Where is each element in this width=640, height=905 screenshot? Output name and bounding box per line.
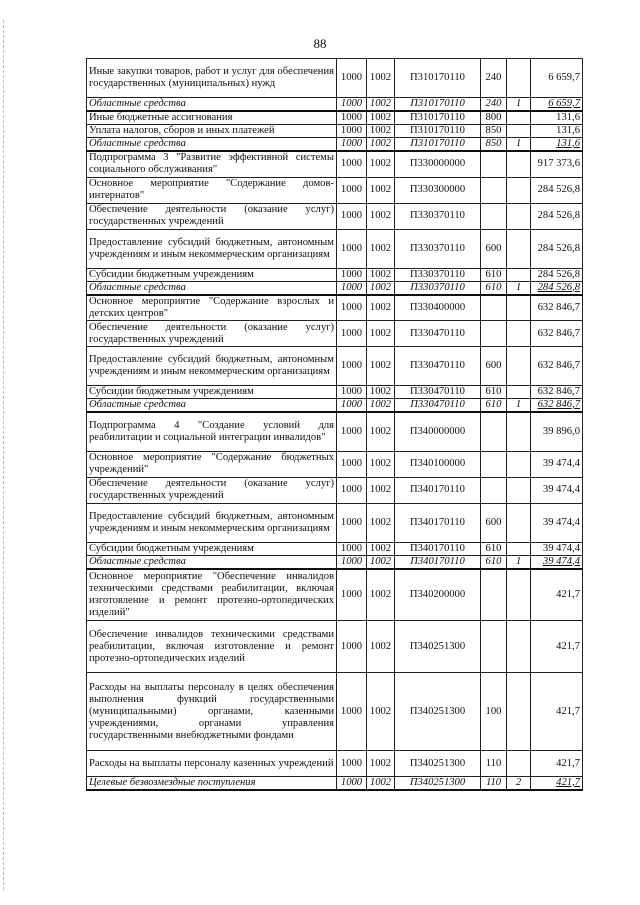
expense-type-code xyxy=(481,477,507,503)
row-name: Субсидии бюджетным учреждениям xyxy=(87,268,337,281)
amount: 39 474,4 xyxy=(531,542,583,555)
expense-type-code: 600 xyxy=(481,347,507,386)
section-code: 1000 xyxy=(337,295,367,321)
section-code: 1000 xyxy=(337,542,367,555)
expense-type-code xyxy=(481,621,507,673)
target-article-code: П340251300 xyxy=(395,621,481,673)
target-article-code: П330370110 xyxy=(395,281,481,295)
amount: 421,7 xyxy=(531,621,583,673)
subsection-code: 1002 xyxy=(367,347,395,386)
subsection-code: 1002 xyxy=(367,751,395,777)
row-name: Целевые безвозмездные поступления xyxy=(87,777,337,791)
funding-source-code xyxy=(507,229,531,268)
subsection-code: 1002 xyxy=(367,268,395,281)
expense-type-code xyxy=(481,412,507,451)
subsection-code: 1002 xyxy=(367,281,395,295)
expense-type-code xyxy=(481,451,507,477)
amount: 39 474,4 xyxy=(531,451,583,477)
target-article-code: П330000000 xyxy=(395,151,481,177)
subsection-code: 1002 xyxy=(367,673,395,751)
subsection-code: 1002 xyxy=(367,386,395,399)
amount: 632 846,7 xyxy=(531,386,583,399)
expense-type-code xyxy=(481,295,507,321)
target-article-code: П340251300 xyxy=(395,751,481,777)
table-row xyxy=(87,347,583,386)
expense-type-code xyxy=(481,177,507,203)
row-name: Расходы на выплаты персоналу казенных учреждений xyxy=(87,751,337,777)
funding-source-code: 1 xyxy=(507,399,531,413)
subsection-code: 1002 xyxy=(367,98,395,112)
table-row xyxy=(87,386,583,399)
subsection-code: 1002 xyxy=(367,59,395,98)
funding-source-code xyxy=(507,321,531,347)
amount: 284 526,8 xyxy=(531,177,583,203)
subsection-code: 1002 xyxy=(367,177,395,203)
expense-type-code xyxy=(481,569,507,621)
funding-source-code xyxy=(507,203,531,229)
table-row xyxy=(87,477,583,503)
row-name: Областные средства xyxy=(87,281,337,295)
funding-source-code xyxy=(507,451,531,477)
subsection-code: 1002 xyxy=(367,451,395,477)
expense-type-code: 610 xyxy=(481,542,507,555)
expense-type-code: 850 xyxy=(481,125,507,138)
row-name: Субсидии бюджетным учреждениям xyxy=(87,386,337,399)
target-article-code: П340170110 xyxy=(395,503,481,542)
target-article-code: П340170110 xyxy=(395,477,481,503)
target-article-code: П340251300 xyxy=(395,777,481,791)
row-name: Предоставление субсидий бюджетным, автономным учреждениям и иным некоммерческим организациям xyxy=(87,503,337,542)
subsection-code: 1002 xyxy=(367,203,395,229)
expense-type-code: 610 xyxy=(481,386,507,399)
section-code: 1000 xyxy=(337,151,367,177)
expense-type-code: 600 xyxy=(481,503,507,542)
target-article-code: П330470110 xyxy=(395,386,481,399)
section-code: 1000 xyxy=(337,399,367,413)
target-article-code: П310170110 xyxy=(395,125,481,138)
section-code: 1000 xyxy=(337,477,367,503)
row-name: Подпрограмма 3 "Развитие эффективной системы социального обслуживания" xyxy=(87,151,337,177)
subsection-code: 1002 xyxy=(367,151,395,177)
expense-type-code: 110 xyxy=(481,777,507,791)
target-article-code: П310170110 xyxy=(395,111,481,125)
expense-type-code: 850 xyxy=(481,138,507,152)
target-article-code: П340251300 xyxy=(395,673,481,751)
section-code: 1000 xyxy=(337,751,367,777)
funding-source-code: 1 xyxy=(507,98,531,112)
funding-source-code xyxy=(507,268,531,281)
subsection-code: 1002 xyxy=(367,555,395,569)
funding-source-code: 1 xyxy=(507,138,531,152)
section-code: 1000 xyxy=(337,281,367,295)
amount: 421,7 xyxy=(531,751,583,777)
section-code: 1000 xyxy=(337,412,367,451)
section-code: 1000 xyxy=(337,138,367,152)
row-name: Областные средства xyxy=(87,98,337,112)
expense-type-code xyxy=(481,151,507,177)
row-name: Субсидии бюджетным учреждениям xyxy=(87,542,337,555)
row-name: Основное мероприятие "Обеспечение инвалидов техническими средствами реабилитации, включая изготовление и ремонт протезно-ортопедических изделий" xyxy=(87,569,337,621)
row-name: Иные бюджетные ассигнования xyxy=(87,111,337,125)
subsection-code: 1002 xyxy=(367,569,395,621)
subsection-code: 1002 xyxy=(367,542,395,555)
amount: 131,6 xyxy=(531,111,583,125)
funding-source-code xyxy=(507,621,531,673)
row-name: Предоставление субсидий бюджетным, автономным учреждениям и иным некоммерческим организациям xyxy=(87,347,337,386)
subsection-code: 1002 xyxy=(367,412,395,451)
section-code: 1000 xyxy=(337,321,367,347)
subsection-code: 1002 xyxy=(367,229,395,268)
amount: 917 373,6 xyxy=(531,151,583,177)
section-code: 1000 xyxy=(337,555,367,569)
funding-source-code xyxy=(507,59,531,98)
target-article-code: П340100000 xyxy=(395,451,481,477)
amount: 39 474,4 xyxy=(531,503,583,542)
amount: 39 896,0 xyxy=(531,412,583,451)
row-name: Основное мероприятие "Содержание взрослых и детских центров" xyxy=(87,295,337,321)
table-row xyxy=(87,151,583,177)
target-article-code: П340000000 xyxy=(395,412,481,451)
row-name: Областные средства xyxy=(87,138,337,152)
table-row xyxy=(87,125,583,138)
subsection-code: 1002 xyxy=(367,477,395,503)
section-code: 1000 xyxy=(337,503,367,542)
table-row xyxy=(87,751,583,777)
section-code: 1000 xyxy=(337,98,367,112)
table-row xyxy=(87,412,583,451)
target-article-code: П310170110 xyxy=(395,138,481,152)
target-article-code: П330300000 xyxy=(395,177,481,203)
table-row xyxy=(87,321,583,347)
subsection-code: 1002 xyxy=(367,111,395,125)
expense-type-code: 800 xyxy=(481,111,507,125)
row-name: Основное мероприятие "Содержание домов-интернатов" xyxy=(87,177,337,203)
funding-source-code xyxy=(507,503,531,542)
table-row xyxy=(87,203,583,229)
amount: 6 659,7 xyxy=(531,59,583,98)
row-name: Уплата налогов, сборов и иных платежей xyxy=(87,125,337,138)
target-article-code: П330370110 xyxy=(395,229,481,268)
target-article-code: П330470110 xyxy=(395,399,481,413)
target-article-code: П340200000 xyxy=(395,569,481,621)
binder-edge-line xyxy=(3,20,4,890)
funding-source-code xyxy=(507,542,531,555)
amount: 284 526,8 xyxy=(531,281,583,295)
amount: 284 526,8 xyxy=(531,229,583,268)
section-code: 1000 xyxy=(337,777,367,791)
section-code: 1000 xyxy=(337,451,367,477)
row-name: Обеспечение деятельности (оказание услуг) государственных учреждений xyxy=(87,477,337,503)
table-row xyxy=(87,138,583,152)
amount: 284 526,8 xyxy=(531,203,583,229)
row-name: Подпрограмма 4 "Создание условий для реабилитации и социальной интеграции инвалидов" xyxy=(87,412,337,451)
section-code: 1000 xyxy=(337,111,367,125)
funding-source-code xyxy=(507,386,531,399)
target-article-code: П310170110 xyxy=(395,98,481,112)
table-row xyxy=(87,59,583,98)
table-row xyxy=(87,399,583,413)
section-code: 1000 xyxy=(337,203,367,229)
section-code: 1000 xyxy=(337,177,367,203)
target-article-code: П330400000 xyxy=(395,295,481,321)
row-name: Областные средства xyxy=(87,399,337,413)
funding-source-code: 2 xyxy=(507,777,531,791)
funding-source-code xyxy=(507,295,531,321)
expense-type-code: 600 xyxy=(481,229,507,268)
target-article-code: П340170110 xyxy=(395,555,481,569)
expense-type-code: 610 xyxy=(481,281,507,295)
table-row xyxy=(87,281,583,295)
expense-type-code: 100 xyxy=(481,673,507,751)
funding-source-code: 1 xyxy=(507,281,531,295)
row-name: Областные средства xyxy=(87,555,337,569)
section-code: 1000 xyxy=(337,386,367,399)
table-row xyxy=(87,98,583,112)
target-article-code: П330470110 xyxy=(395,347,481,386)
section-code: 1000 xyxy=(337,347,367,386)
funding-source-code xyxy=(507,347,531,386)
amount: 632 846,7 xyxy=(531,295,583,321)
table-row xyxy=(87,777,583,791)
funding-source-code xyxy=(507,477,531,503)
funding-source-code xyxy=(507,125,531,138)
table-row xyxy=(87,177,583,203)
amount: 632 846,7 xyxy=(531,347,583,386)
section-code: 1000 xyxy=(337,268,367,281)
amount: 6 659,7 xyxy=(531,98,583,112)
row-name: Предоставление субсидий бюджетным, автономным учреждениям и иным некоммерческим организациям xyxy=(87,229,337,268)
subsection-code: 1002 xyxy=(367,321,395,347)
funding-source-code xyxy=(507,751,531,777)
subsection-code: 1002 xyxy=(367,503,395,542)
budget-table xyxy=(86,58,583,791)
funding-source-code: 1 xyxy=(507,555,531,569)
target-article-code: П340170110 xyxy=(395,542,481,555)
amount: 421,7 xyxy=(531,673,583,751)
table-row xyxy=(87,555,583,569)
section-code: 1000 xyxy=(337,125,367,138)
expense-type-code: 110 xyxy=(481,751,507,777)
section-code: 1000 xyxy=(337,569,367,621)
target-article-code: П330370110 xyxy=(395,268,481,281)
amount: 284 526,8 xyxy=(531,268,583,281)
table-row xyxy=(87,451,583,477)
table-row xyxy=(87,673,583,751)
table-row xyxy=(87,621,583,673)
amount: 632 846,7 xyxy=(531,399,583,413)
table-row xyxy=(87,569,583,621)
subsection-code: 1002 xyxy=(367,777,395,791)
page-number: 88 xyxy=(313,36,327,51)
subsection-code: 1002 xyxy=(367,399,395,413)
section-code: 1000 xyxy=(337,59,367,98)
expense-type-code: 610 xyxy=(481,268,507,281)
funding-source-code xyxy=(507,111,531,125)
subsection-code: 1002 xyxy=(367,125,395,138)
target-article-code: П310170110 xyxy=(395,59,481,98)
row-name: Основное мероприятие "Содержание бюджетных учреждений" xyxy=(87,451,337,477)
amount: 39 474,4 xyxy=(531,555,583,569)
amount: 131,6 xyxy=(531,125,583,138)
row-name: Обеспечение деятельности (оказание услуг) государственных учреждений xyxy=(87,203,337,229)
subsection-code: 1002 xyxy=(367,295,395,321)
funding-source-code xyxy=(507,569,531,621)
expense-type-code: 240 xyxy=(481,59,507,98)
funding-source-code xyxy=(507,151,531,177)
amount: 39 474,4 xyxy=(531,477,583,503)
target-article-code: П330470110 xyxy=(395,321,481,347)
section-code: 1000 xyxy=(337,673,367,751)
expense-type-code: 610 xyxy=(481,555,507,569)
amount: 632 846,7 xyxy=(531,321,583,347)
subsection-code: 1002 xyxy=(367,621,395,673)
funding-source-code xyxy=(507,177,531,203)
target-article-code: П330370110 xyxy=(395,203,481,229)
section-code: 1000 xyxy=(337,229,367,268)
funding-source-code xyxy=(507,412,531,451)
table-row xyxy=(87,295,583,321)
row-name: Расходы на выплаты персоналу в целях обеспечения выполнения функций государственными (муниципальными) органами, казенными учреждениями, органами управления государственными внебюджетными фондами xyxy=(87,673,337,751)
amount: 131,6 xyxy=(531,138,583,152)
expense-type-code: 610 xyxy=(481,399,507,413)
table-row xyxy=(87,542,583,555)
subsection-code: 1002 xyxy=(367,138,395,152)
row-name: Обеспечение деятельности (оказание услуг) государственных учреждений xyxy=(87,321,337,347)
table-row xyxy=(87,229,583,268)
amount: 421,7 xyxy=(531,569,583,621)
amount: 421,7 xyxy=(531,777,583,791)
row-name: Обеспечение инвалидов техническими средствами реабилитации, включая изготовление и ремонт протезно-ортопедических изделий xyxy=(87,621,337,673)
row-name: Иные закупки товаров, работ и услуг для обеспечения государственных (муниципальных) нужд xyxy=(87,59,337,98)
table-row xyxy=(87,503,583,542)
expense-type-code xyxy=(481,321,507,347)
expense-type-code xyxy=(481,203,507,229)
table-row xyxy=(87,111,583,125)
section-code: 1000 xyxy=(337,621,367,673)
funding-source-code xyxy=(507,673,531,751)
expense-type-code: 240 xyxy=(481,98,507,112)
table-row xyxy=(87,268,583,281)
